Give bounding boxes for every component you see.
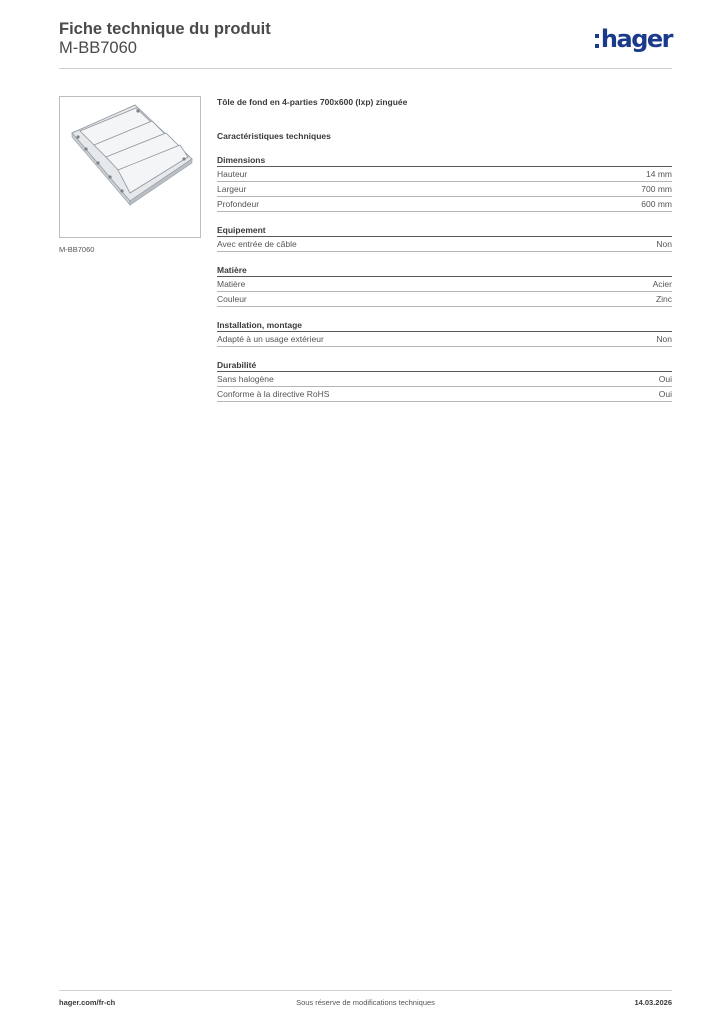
spec-group — [217, 359, 672, 402]
spec-value: Non — [656, 334, 672, 344]
spec-group-title: Installation, montage — [217, 319, 672, 332]
spec-group — [217, 264, 672, 307]
spec-label: Profondeur — [217, 199, 260, 209]
footer-website[interactable]: hager.com/fr-ch — [59, 998, 116, 1007]
spec-group-title: Matière — [217, 264, 672, 277]
spec-label: Adapté à un usage extérieur — [217, 334, 324, 344]
spec-group-title: Durabilité — [217, 359, 672, 372]
hager-logo — [595, 27, 672, 51]
spec-row — [217, 277, 672, 292]
spec-row — [217, 182, 672, 197]
mounting-plate-image — [59, 96, 201, 238]
spec-row — [217, 197, 672, 212]
logo-text: hager — [600, 25, 672, 53]
spec-group — [217, 154, 672, 212]
spec-value: Non — [656, 239, 672, 249]
product-reference: M-BB7060 — [59, 39, 137, 57]
section-title: Caractéristiques techniques — [217, 131, 331, 141]
spec-row — [217, 332, 672, 347]
document-title: Fiche technique du produit — [59, 20, 271, 38]
spec-value: Acier — [652, 279, 672, 289]
spec-label: Avec entrée de câble — [217, 239, 297, 249]
product-description: Tôle de fond en 4-parties 700x600 (lxp) zinguée — [217, 97, 408, 107]
footer-disclaimer: Sous réserve de modifications techniques — [296, 998, 435, 1007]
spec-value: 600 mm — [641, 199, 672, 209]
spec-label: Couleur — [217, 294, 247, 304]
spec-group-title: Dimensions — [217, 154, 672, 167]
footer-date: 14.03.2026 — [634, 998, 672, 1007]
specifications — [217, 96, 672, 402]
spec-group — [217, 319, 672, 347]
logo-dots-icon — [595, 34, 599, 48]
spec-value: 14 mm — [646, 169, 672, 179]
spec-label: Largeur — [217, 184, 247, 194]
spec-row — [217, 372, 672, 387]
spec-row — [217, 387, 672, 402]
spec-groups — [217, 154, 672, 402]
spec-row — [217, 292, 672, 307]
spec-value: 700 mm — [641, 184, 672, 194]
spec-value: Oui — [658, 374, 672, 384]
footer-divider — [59, 990, 672, 991]
spec-row — [217, 167, 672, 182]
spec-value: Zinc — [655, 294, 672, 304]
spec-label: Matière — [217, 279, 246, 289]
spec-group-title: Equipement — [217, 224, 672, 237]
spec-row — [217, 237, 672, 252]
spec-group — [217, 224, 672, 252]
header-divider — [59, 68, 672, 69]
spec-label: Conforme à la directive RoHS — [217, 389, 330, 399]
spec-label: Hauteur — [217, 169, 248, 179]
image-caption: M-BB7060 — [59, 245, 95, 254]
page-header — [59, 20, 672, 70]
mounting-plate-illustration — [60, 97, 200, 237]
spec-label: Sans halogène — [217, 374, 274, 384]
spec-value: Oui — [658, 389, 672, 399]
